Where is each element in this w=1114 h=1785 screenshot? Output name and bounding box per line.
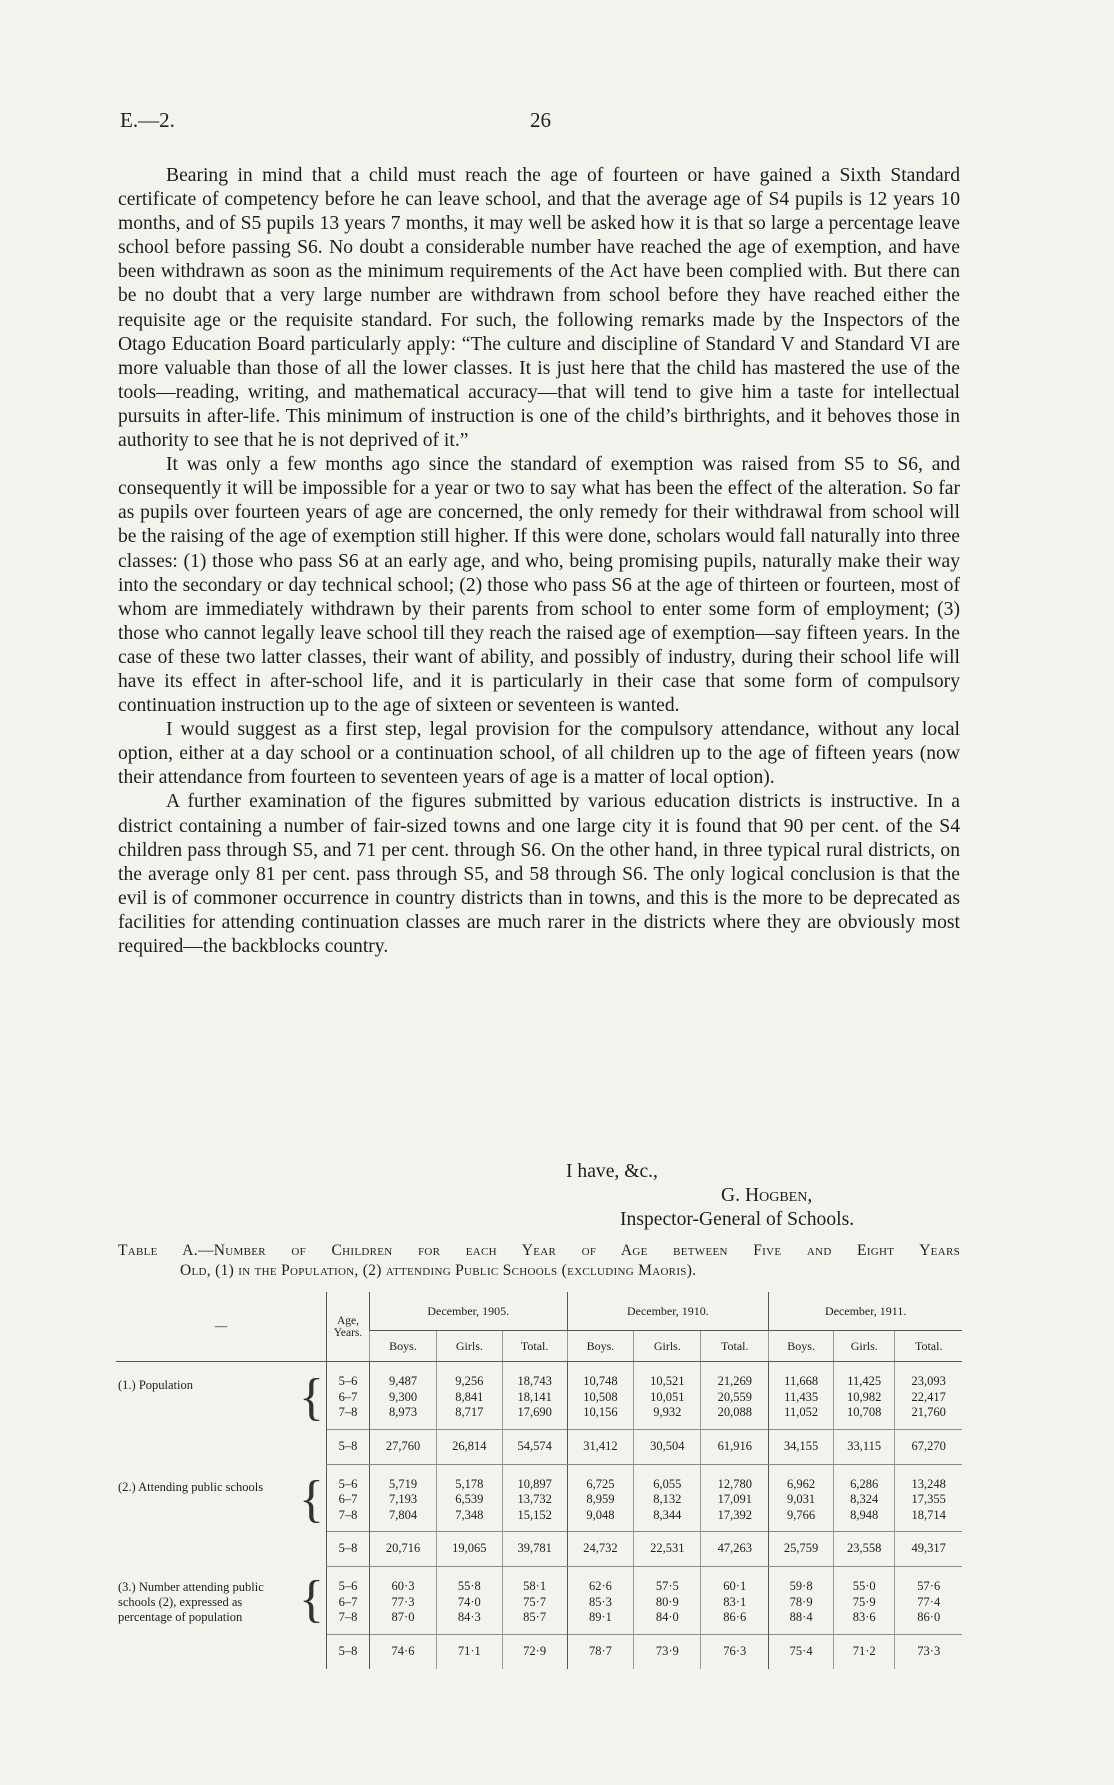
age-value: 7–8 bbox=[338, 1405, 358, 1419]
cell-value: 9,487 bbox=[388, 1374, 418, 1388]
row-group-label-text: (3.) Number attending public schools (2), expressed as percentage of population bbox=[118, 1579, 264, 1624]
cell-value: 6,962 bbox=[787, 1476, 816, 1491]
total-cell: 54,574 bbox=[502, 1429, 567, 1464]
cell-value: 74·0 bbox=[457, 1594, 481, 1609]
column-header: Total. bbox=[502, 1331, 567, 1362]
total-cell: 67,270 bbox=[895, 1429, 962, 1464]
table-title-line-2: Old, (1) in the Population, (2) attending Public Schools (excluding Maoris). bbox=[180, 1262, 697, 1279]
cell-value: 11,425 bbox=[847, 1374, 882, 1388]
total-cell: 49,317 bbox=[895, 1532, 962, 1567]
data-cell bbox=[502, 1464, 567, 1532]
cell-value: 8,973 bbox=[388, 1405, 418, 1419]
cell-value: 77·4 bbox=[917, 1594, 941, 1609]
cell-value: 9,031 bbox=[787, 1492, 816, 1506]
cell-value: 8,959 bbox=[586, 1492, 615, 1506]
data-cell bbox=[895, 1464, 962, 1532]
cell-value: 86·6 bbox=[723, 1610, 747, 1624]
data-cell bbox=[634, 1362, 701, 1430]
cell-value: 77·3 bbox=[391, 1594, 415, 1609]
age-column-header: Age, Years. bbox=[326, 1292, 369, 1362]
cell-value: 10,982 bbox=[847, 1389, 882, 1404]
data-cell bbox=[701, 1362, 769, 1430]
age-value: 7–8 bbox=[338, 1610, 358, 1624]
cell-value: 9,256 bbox=[455, 1374, 484, 1388]
cell-value: 6,055 bbox=[653, 1476, 682, 1491]
cell-value: 80·9 bbox=[655, 1594, 679, 1609]
total-cell: 25,759 bbox=[769, 1532, 834, 1567]
data-cell bbox=[833, 1464, 895, 1532]
paragraph: Bearing in mind that a child must reach the age of fourteen or have gained a Sixth Standard certificate of competency before he can leave school, and that the average age of S4 pupils is 12 years 10 months, and of S5 pupils 13 years 7 months, it may well be asked how it is that so large a percentage leave school before passing S6. No doubt a considerable number have reached the age of exemption, and have been withdrawn as soon as the minimum requirements of the Act have been complied with. But there can be no doubt that a very large number are withdrawn from school before they have reached either the requisite age or the requisite standard. For such, the following remarks made by the Inspectors of the Otago Education Board particularly apply: “The culture and discipline of Standard V and Standard VI are more valuable than those of all the lower classes. It is just here that the child has mastered the use of the tools—reading, writing, and mathematical accuracy—that will tend to give him a taste for intellectual pursuits in after-life. This minimum of instruction is one of the child’s birthrights, and it behoves those in authority to see that he is not deprived of it.” bbox=[118, 165, 960, 452]
total-cell: 20,716 bbox=[370, 1532, 437, 1567]
column-group-header: December, 1905. bbox=[370, 1292, 567, 1331]
data-cell bbox=[370, 1464, 437, 1532]
total-cell: 27,760 bbox=[370, 1429, 437, 1464]
age-cell bbox=[326, 1362, 369, 1430]
age-value: 5–6 bbox=[338, 1579, 358, 1593]
table-row bbox=[116, 1464, 962, 1532]
data-cell bbox=[769, 1567, 834, 1635]
total-cell: 61,916 bbox=[701, 1429, 769, 1464]
column-group-header: December, 1910. bbox=[567, 1292, 769, 1331]
cell-value: 21,760 bbox=[911, 1405, 946, 1419]
column-header: Total. bbox=[895, 1331, 962, 1362]
table-row bbox=[116, 1567, 962, 1635]
blank-cell bbox=[116, 1634, 326, 1669]
cell-value: 88·4 bbox=[789, 1610, 813, 1624]
cell-value: 85·7 bbox=[523, 1610, 547, 1624]
cell-value: 75·7 bbox=[523, 1594, 547, 1609]
total-cell: 72·9 bbox=[502, 1634, 567, 1669]
cell-value: 11,052 bbox=[784, 1405, 819, 1419]
total-cell: 78·7 bbox=[567, 1634, 634, 1669]
data-cell bbox=[502, 1362, 567, 1430]
data-cell bbox=[567, 1567, 634, 1635]
data-cell bbox=[436, 1362, 502, 1430]
cell-value: 5,178 bbox=[455, 1476, 484, 1491]
row-group-label bbox=[116, 1362, 326, 1430]
cell-value: 8,344 bbox=[653, 1507, 682, 1522]
cell-value: 7,348 bbox=[455, 1507, 484, 1522]
data-cell bbox=[634, 1567, 701, 1635]
cell-value: 78·9 bbox=[789, 1594, 813, 1609]
data-cell bbox=[436, 1464, 502, 1532]
age-value: 6–7 bbox=[338, 1389, 358, 1404]
cell-value: 8,324 bbox=[850, 1492, 879, 1506]
brace-glyph: { bbox=[298, 1368, 324, 1426]
table-corner: — bbox=[116, 1292, 326, 1362]
total-cell: 26,814 bbox=[436, 1429, 502, 1464]
cell-value: 59·8 bbox=[789, 1579, 813, 1593]
column-header: Girls. bbox=[634, 1331, 701, 1362]
cell-value: 17,091 bbox=[717, 1492, 752, 1506]
cell-value: 7,193 bbox=[388, 1492, 418, 1506]
total-cell: 47,263 bbox=[701, 1532, 769, 1567]
total-cell: 76·3 bbox=[701, 1634, 769, 1669]
cell-value: 55·0 bbox=[852, 1579, 876, 1593]
cell-value: 13,248 bbox=[911, 1476, 946, 1491]
cell-value: 55·8 bbox=[457, 1579, 481, 1593]
cell-value: 83·1 bbox=[723, 1594, 747, 1609]
brace-glyph: { bbox=[298, 1570, 324, 1628]
column-header: Boys. bbox=[769, 1331, 834, 1362]
cell-value: 87·0 bbox=[391, 1610, 415, 1624]
cell-value: 15,152 bbox=[517, 1507, 552, 1522]
row-group-label bbox=[116, 1464, 326, 1532]
body-text bbox=[118, 164, 960, 959]
data-cell bbox=[436, 1567, 502, 1635]
total-cell: 33,115 bbox=[833, 1429, 895, 1464]
row-group-label-text: (2.) Attending public schools bbox=[118, 1479, 264, 1494]
cell-value: 75·9 bbox=[852, 1594, 876, 1609]
cell-value: 62·6 bbox=[588, 1579, 612, 1593]
cell-value: 10,708 bbox=[847, 1405, 882, 1419]
cell-value: 11,435 bbox=[784, 1389, 819, 1404]
data-cell bbox=[701, 1567, 769, 1635]
cell-value: 6,725 bbox=[586, 1476, 615, 1491]
cell-value: 10,508 bbox=[583, 1389, 618, 1404]
brace-glyph: { bbox=[298, 1470, 324, 1528]
table-title-line-1: Table A.—Number of Children for each Year of Age between Five and Eight Years bbox=[118, 1242, 960, 1259]
row-group-label-text: (1.) Population bbox=[118, 1377, 193, 1392]
cell-value: 21,269 bbox=[717, 1374, 752, 1388]
cell-value: 18,714 bbox=[911, 1507, 946, 1522]
cell-value: 20,088 bbox=[717, 1405, 752, 1419]
data-cell bbox=[370, 1567, 437, 1635]
data-cell bbox=[895, 1362, 962, 1430]
cell-value: 58·1 bbox=[523, 1579, 547, 1593]
cell-value: 57·6 bbox=[917, 1579, 941, 1593]
cell-value: 7,804 bbox=[388, 1507, 418, 1522]
table-row bbox=[116, 1362, 962, 1430]
total-cell: 71·1 bbox=[436, 1634, 502, 1669]
cell-value: 10,897 bbox=[517, 1476, 552, 1491]
cell-value: 10,521 bbox=[650, 1374, 685, 1388]
cell-value: 8,948 bbox=[850, 1507, 879, 1522]
total-cell: 23,558 bbox=[833, 1532, 895, 1567]
cell-value: 23,093 bbox=[911, 1374, 946, 1388]
closing-line: I have, &c., bbox=[566, 1161, 658, 1182]
cell-value: 12,780 bbox=[717, 1476, 752, 1491]
cell-value: 60·3 bbox=[391, 1579, 415, 1593]
cell-value: 8,132 bbox=[653, 1492, 682, 1506]
cell-value: 83·6 bbox=[852, 1610, 876, 1624]
cell-value: 9,766 bbox=[787, 1507, 816, 1522]
cell-value: 9,932 bbox=[653, 1405, 682, 1419]
cell-value: 86·0 bbox=[917, 1610, 941, 1624]
data-cell bbox=[833, 1362, 895, 1430]
blank-cell bbox=[116, 1532, 326, 1567]
data-cell bbox=[634, 1464, 701, 1532]
total-cell: 73·9 bbox=[634, 1634, 701, 1669]
column-group-header: December, 1911. bbox=[769, 1292, 962, 1331]
row-group-label bbox=[116, 1567, 326, 1635]
total-cell: 24,732 bbox=[567, 1532, 634, 1567]
total-cell: 34,155 bbox=[769, 1429, 834, 1464]
cell-value: 11,668 bbox=[784, 1374, 819, 1388]
total-cell: 31,412 bbox=[567, 1429, 634, 1464]
total-cell: 74·6 bbox=[370, 1634, 437, 1669]
total-cell: 30,504 bbox=[634, 1429, 701, 1464]
cell-value: 10,748 bbox=[583, 1374, 618, 1388]
data-cell bbox=[701, 1464, 769, 1532]
blank-cell bbox=[116, 1429, 326, 1464]
age-value: 6–7 bbox=[338, 1492, 358, 1506]
data-cell bbox=[370, 1362, 437, 1430]
paragraph: It was only a few months ago since the standard of exemption was raised from S5 to S6, and consequently it will be impossible for a year or two to say what has been the effect of the alteration. So far as pupils over fourteen years of age are concerned, the only remedy for their withdrawal from school will be the raising of the age of exemption still higher. If this were done, scholars would fall naturally into three classes: (1) those who pass S6 at an early age, and who, being promising pupils, naturally make their way into the secondary or day technical school; (2) those who pass S6 at the age of thirteen or fourteen, most of whom are immediately withdrawn by their parents from school to enter some form of employment; (3) those who cannot legally leave school till they reach the raised age of exemption—say fifteen years. In the case of these two latter classes, their want of ability, and possibly of industry, during their school life will have its effect in after-school life, and it is particularly in their case that some form of compulsory continuation instruction up to the age of sixteen or seventeen is wanted. bbox=[118, 454, 960, 717]
age-value: 5–8 bbox=[326, 1429, 369, 1464]
paragraph: A further examination of the figures submitted by various education districts is instructive. In a district containing a number of fair-sized towns and one large city it is found that 90 per cent. of the S4 children pass through S5, and 71 per cent. through S6. On the other hand, in three typical rural districts, on the average only 81 per cent. pass through S5, and 58 through S6. The only logical conclusion is that the evil is of commoner occurrence in country districts than in towns, and this is the more to be deprecated as facilities for attending continuation classes are much rarer in the districts where they are obviously most required—the backblocks country. bbox=[118, 791, 960, 957]
age-value: 7–8 bbox=[338, 1507, 358, 1522]
table-total-row bbox=[116, 1634, 962, 1669]
data-cell bbox=[769, 1362, 834, 1430]
cell-value: 84·0 bbox=[655, 1610, 679, 1624]
age-cell bbox=[326, 1464, 369, 1532]
cell-value: 17,355 bbox=[911, 1492, 946, 1506]
cell-value: 5,719 bbox=[388, 1476, 418, 1491]
data-cell bbox=[502, 1567, 567, 1635]
cell-value: 17,392 bbox=[717, 1507, 752, 1522]
column-header: Boys. bbox=[370, 1331, 437, 1362]
cell-value: 84·3 bbox=[457, 1610, 481, 1624]
total-cell: 22,531 bbox=[634, 1532, 701, 1567]
cell-value: 9,048 bbox=[586, 1507, 615, 1522]
age-value: 5–8 bbox=[326, 1634, 369, 1669]
document-reference: E.—2. bbox=[120, 108, 175, 132]
cell-value: 18,141 bbox=[517, 1389, 552, 1404]
cell-value: 57·5 bbox=[655, 1579, 679, 1593]
age-value: 6–7 bbox=[338, 1594, 358, 1609]
total-cell: 73·3 bbox=[895, 1634, 962, 1669]
cell-value: 18,743 bbox=[517, 1374, 552, 1388]
age-value: 5–6 bbox=[338, 1374, 358, 1388]
cell-value: 60·1 bbox=[723, 1579, 747, 1593]
cell-value: 6,286 bbox=[850, 1476, 879, 1491]
cell-value: 13,732 bbox=[517, 1492, 552, 1506]
column-header: Total. bbox=[701, 1331, 769, 1362]
data-cell bbox=[833, 1567, 895, 1635]
cell-value: 8,717 bbox=[455, 1405, 484, 1419]
cell-value: 17,690 bbox=[517, 1405, 552, 1419]
signatory-title: Inspector-General of Schools. bbox=[620, 1209, 855, 1230]
cell-value: 10,156 bbox=[583, 1405, 618, 1419]
data-cell bbox=[895, 1567, 962, 1635]
table-title bbox=[118, 1241, 960, 1281]
data-cell bbox=[567, 1362, 634, 1430]
data-cell bbox=[769, 1464, 834, 1532]
cell-value: 8,841 bbox=[455, 1389, 484, 1404]
total-cell: 75·4 bbox=[769, 1634, 834, 1669]
cell-value: 9,300 bbox=[388, 1389, 418, 1404]
cell-value: 10,051 bbox=[650, 1389, 685, 1404]
page-number: 26 bbox=[530, 108, 551, 132]
cell-value: 89·1 bbox=[588, 1610, 612, 1624]
cell-value: 22,417 bbox=[911, 1389, 946, 1404]
column-header: Boys. bbox=[567, 1331, 634, 1362]
cell-value: 6,539 bbox=[455, 1492, 484, 1506]
age-value: 5–8 bbox=[326, 1532, 369, 1567]
table-total-row bbox=[116, 1429, 962, 1464]
column-header: Girls. bbox=[436, 1331, 502, 1362]
total-cell: 19,065 bbox=[436, 1532, 502, 1567]
cell-value: 85·3 bbox=[588, 1594, 612, 1609]
signatory-name: G. Hogben, bbox=[721, 1185, 813, 1206]
total-cell: 39,781 bbox=[502, 1532, 567, 1567]
total-cell: 71·2 bbox=[833, 1634, 895, 1669]
age-value: 5–6 bbox=[338, 1476, 358, 1491]
age-cell bbox=[326, 1567, 369, 1635]
data-cell bbox=[567, 1464, 634, 1532]
column-header: Girls. bbox=[833, 1331, 895, 1362]
data-table bbox=[116, 1292, 962, 1669]
paragraph: I would suggest as a first step, legal provision for the compulsory attendance, without any local option, either at a day school or a continuation school, of all children up to the age of fifteen years (now their attendance from fourteen to seventeen years of age is a matter of local option). bbox=[118, 719, 960, 789]
cell-value: 20,559 bbox=[717, 1389, 752, 1404]
table-total-row bbox=[116, 1532, 962, 1567]
